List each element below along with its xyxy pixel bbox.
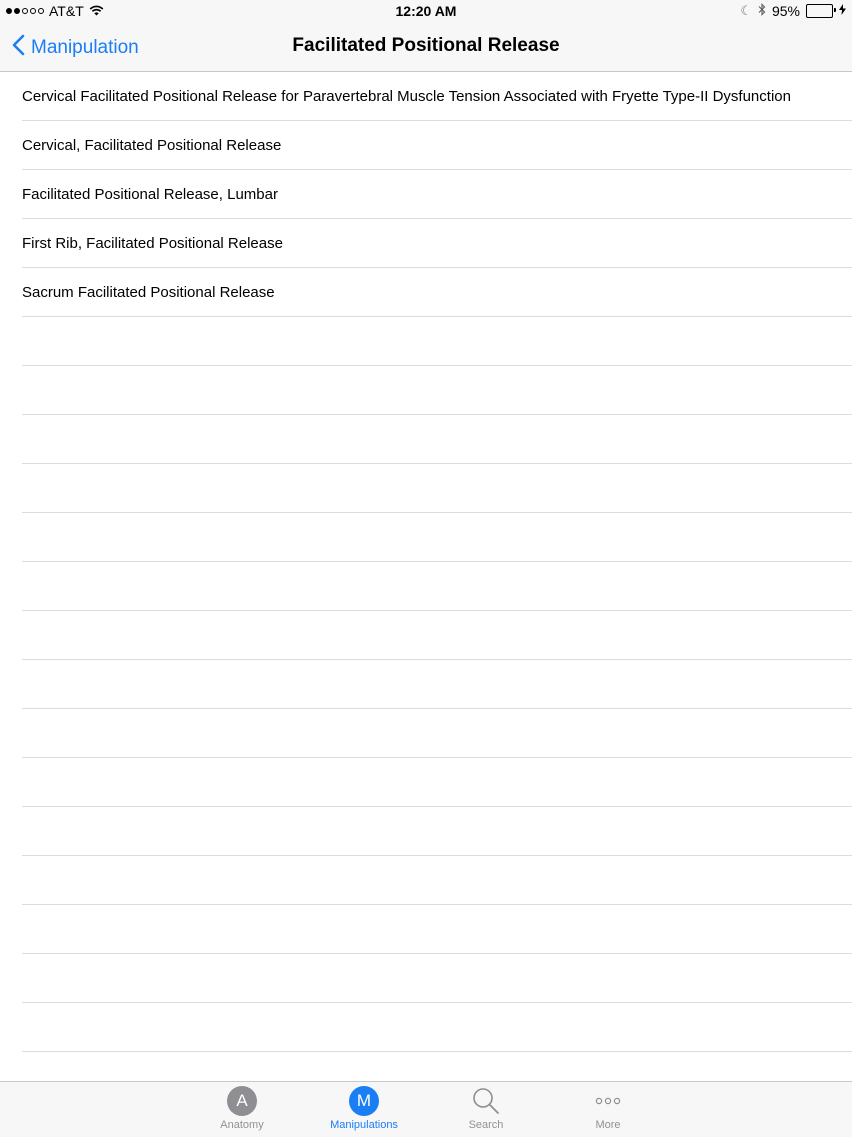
manipulations-icon: M [349,1086,379,1116]
moon-icon: ☾ [740,3,752,18]
empty-row-separator [22,905,852,954]
charging-bolt-icon [839,4,846,18]
status-time: 12:20 AM [395,3,457,19]
empty-row-separator [22,954,852,1003]
list-item[interactable] [22,170,852,219]
back-button-label: Manipulation [31,37,139,58]
status-bar [0,0,852,22]
list-item-label: Facilitated Positional Release, Lumbar [22,185,278,203]
battery-percent: 95% [771,3,800,19]
empty-row-separator [22,611,852,660]
empty-row-separator [22,758,852,807]
tab-bar [0,1081,852,1137]
list-item-label: First Rib, Facilitated Positional Release [22,234,283,252]
empty-row-separator [22,317,852,366]
empty-row-separator [22,709,852,758]
list-item[interactable] [22,72,852,121]
tab-anatomy[interactable] [187,1086,297,1131]
empty-row-separator [22,856,852,905]
empty-row-separator [22,415,852,464]
empty-row-separator [22,807,852,856]
list-item[interactable] [22,268,852,317]
empty-row-separator [22,366,852,415]
search-icon [471,1086,501,1116]
tab-manipulations[interactable] [309,1086,419,1131]
empty-row-separator [22,464,852,513]
tab-search[interactable] [431,1086,541,1131]
list-item-label: Cervical, Facilitated Positional Release [22,136,282,154]
tab-label: Search [468,1119,504,1131]
list-item-label: Cervical Facilitated Positional Release for Paravertebral Muscle Tension Associated with Fryette Type-II Dysfunction [22,87,791,105]
empty-row-separator [22,1003,852,1052]
tab-label: Manipulations [330,1119,398,1131]
tab-label: Anatomy [220,1119,264,1131]
anatomy-icon: A [227,1086,257,1116]
empty-row-separator [22,513,852,562]
technique-list [0,72,852,1052]
status-right [740,3,846,19]
empty-row-separator [22,562,852,611]
battery-icon [806,4,833,18]
list-item-label: Sacrum Facilitated Positional Release [22,283,275,301]
more-icon [593,1086,623,1116]
list-item[interactable] [22,121,852,170]
tab-label: More [595,1119,621,1131]
bluetooth-icon [758,3,766,19]
carrier-label: AT&T [49,3,84,19]
empty-row-separator [22,660,852,709]
tab-more[interactable] [553,1086,663,1131]
page-title: Facilitated Positional Release [292,35,560,56]
list-item[interactable] [22,219,852,268]
navigation-bar [0,22,852,72]
